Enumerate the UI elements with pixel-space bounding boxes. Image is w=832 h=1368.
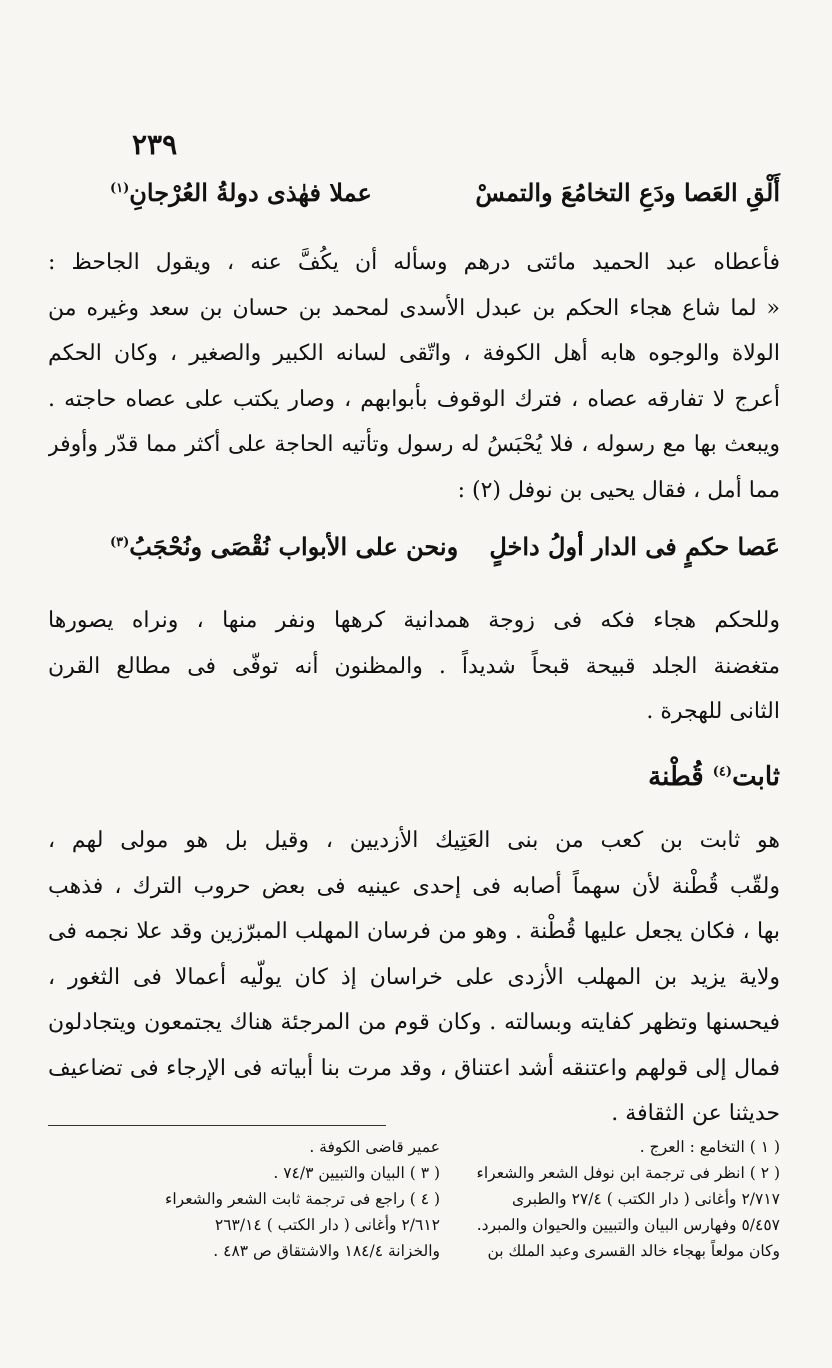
paragraph-line: أعرج لا تفارقه عصاه ، فترك الوقوف بأبوابهم ، وصار يكتب على عصاه حاجته . (48, 386, 780, 412)
heading-nickname: قُطْنة (648, 762, 704, 792)
verse-1-second-hemistich (110, 178, 372, 207)
paragraph-line: مما أمل ، فقال يحيى بن نوفل (٢) : (457, 477, 780, 503)
verse-1 (110, 178, 780, 207)
footnote-ref-1: (١) (110, 181, 130, 196)
paragraph-line: فمال إلى قولهم واعتنقه أشد اعتناق ، وقد مرت بنا أبياته فى الإرجاء فى تضاعيف (48, 1055, 780, 1081)
verse-1-first-hemistich: أَلْقِ العَصا ودَعِ التخامُعَ والتمسْ (475, 178, 780, 207)
footnote-line: وكان مولعاً بهجاء خالد القسرى وعبد الملك بن (487, 1242, 780, 1260)
footnote-ref-4: (٤) (712, 764, 733, 780)
footnote-line: عمير قاضى الكوفة . (309, 1138, 440, 1156)
footnote-line: ٢/٦١٢ وأغانى ( دار الكتب ) ٢٦٣/١٤ (214, 1216, 440, 1234)
paragraph-line: ويبعث بها مع رسوله ، فلا يُحْبَسُ له رسول وتأتيه الحاجة على أكثر مما قدّر وأوفر (48, 432, 780, 457)
verse-2-second-text: ونحن على الأبواب نُقْصَى ونُحْجَبُ (129, 532, 459, 561)
section-heading (648, 762, 780, 792)
heading-name: ثابت (732, 762, 780, 792)
paragraph-line: « لما شاع هجاء الحكم بن عبدل الأسدى لمحمد بن حسان بن سعد وغيره من (48, 295, 780, 321)
footnote-line: ( ٢ ) انظر فى ترجمة ابن نوفل الشعر والشعراء (476, 1164, 780, 1182)
verse-2-second-hemistich (110, 532, 458, 561)
verse-2-first-hemistich: عَصا حكمٍ فى الدار أولُ داخلٍ (489, 532, 780, 561)
footnote-line: ٢/٧١٧ وأغانى ( دار الكتب ) ٢٧/٤ والطبرى (512, 1190, 780, 1208)
verse-1-second-text: عملا فهٰذى دولةُ العُرْجانِ (129, 178, 372, 207)
paragraph-line: متغضنة الجلد قبيحة قبحاً شديداً . والمظنون أنه توفّى فى مطالع القرن (48, 653, 780, 679)
paragraph-line: وللحكم هجاء فكه فى زوجة همدانية كرهها ونفر منها ، ونراه يصورها (48, 608, 780, 633)
paragraph-3 (48, 818, 780, 1137)
paragraph-line: ولقّب قُطْنة لأن سهماً أصابه فى إحدى عينيه فى بعض حروب الترك ، فذهب (48, 873, 780, 899)
footnote-line: والخزانة ١٨٤/٤ والاشتقاق ص ٤٨٣ . (213, 1242, 440, 1260)
paragraph-line: الثانى للهجرة . (646, 699, 780, 724)
footnote-line: ( ٣ ) البيان والتبيين ٧٤/٣ . (273, 1164, 440, 1182)
footnotes-left-column (50, 1134, 440, 1264)
paragraph-line: هو ثابت بن كعب من بنى العَتِيك الأزديين ، وقيل بل هو مولى لهم ، (48, 828, 780, 853)
footnote-line: ٥/٤٥٧ وفهارس البيان والتبيين والحيوان والمبرد. (476, 1216, 780, 1234)
footnote-line: ( ٤ ) راجع فى ترجمة ثابت الشعر والشعراء (165, 1190, 440, 1208)
footnote-ref-3: (٣) (110, 535, 130, 550)
paragraph-2 (48, 598, 780, 735)
paragraph-line: ولاية يزيد بن المهلب الأزدى على خراسان إذ كان يولّيه أعمالا فى الثغور ، (48, 964, 780, 990)
paragraph-line: فيحسنها وتظهر كفايته وبسالته . وكان قوم من المرجئة هناك يجتمعون ويتجادلون (48, 1010, 780, 1035)
page-number: ٢٣٩ (132, 128, 178, 161)
paragraph-line: حديثنا عن الثقافة . (611, 1101, 780, 1126)
verse-2 (110, 532, 780, 561)
paragraph-line: فأعطاه عبد الحميد مائتى درهم وسأله أن يكُفَّ عنه ، ويقول الجاحظ : (48, 250, 780, 275)
footnote-line: ( ١ ) التخامع : العرج . (639, 1138, 780, 1156)
paragraph-line: الولاة والوجوه هابه أهل الكوفة ، واتّقى لسانه الكبير والصغير ، وكان الحكم (48, 341, 780, 366)
footnote-divider (48, 1125, 386, 1126)
paragraph-1 (48, 240, 780, 513)
paragraph-line: بها ، فكان يجعل عليها قُطْنة . وهو من فرسان المهلب المبرّزين وقد علا نجمه فى (48, 919, 780, 944)
footnotes-right-column (450, 1134, 780, 1264)
